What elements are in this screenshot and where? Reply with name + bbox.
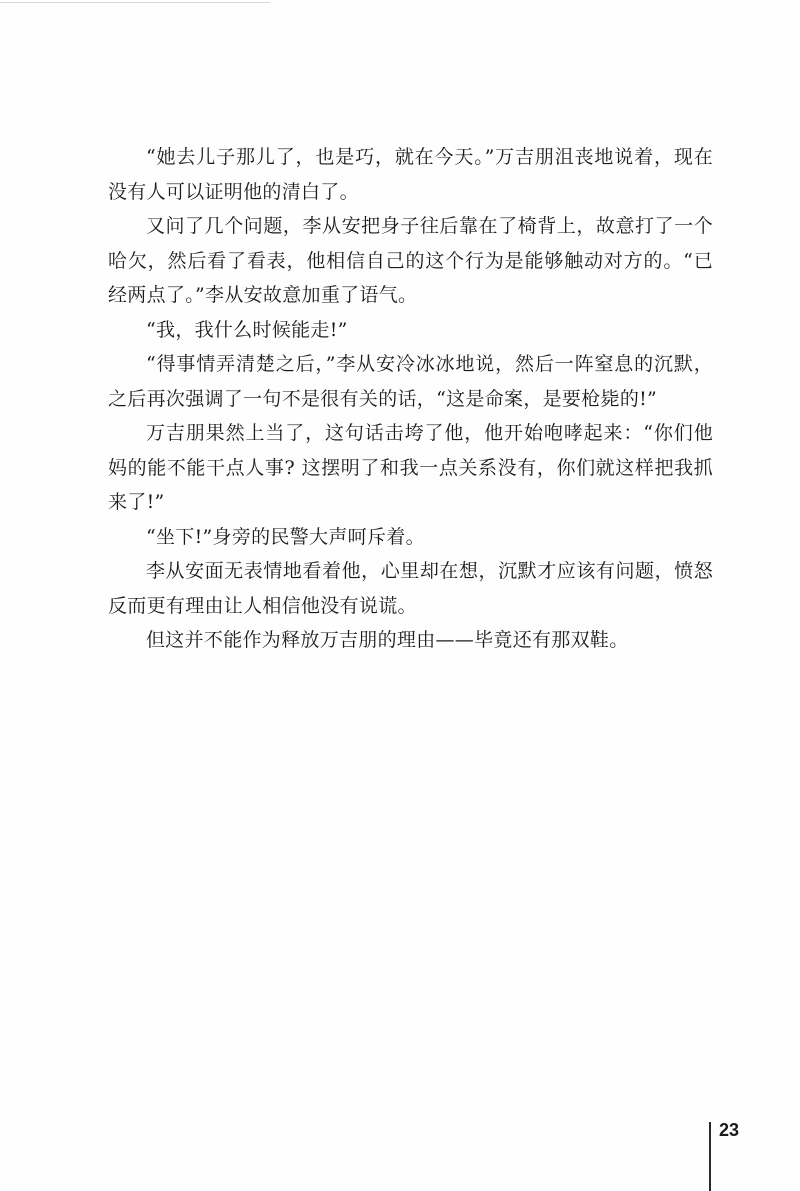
- paragraph-7: 李从安面无表情地看着他，心里却在想，沉默才应该有问题，愤怒反而更有理由让人相信他没有说谎。: [108, 560, 713, 617]
- paragraph-6: “坐下!”身旁的民警大声呵斥着。: [146, 525, 425, 548]
- paragraph-1: “她去儿子那儿了，也是巧，就在今天。”万吉朋沮丧地说着，现在没有人可以证明他的清白了。: [108, 146, 713, 203]
- paragraph-4: “得事情弄清楚之后，”李从安冷冰冰地说，然后一阵窒息的沉默，之后再次强调了一句不是很有关的话，“这是命案，是要枪毙的!”: [108, 353, 713, 410]
- paragraph-3: “我，我什么时候能走!”: [146, 318, 348, 341]
- paragraph-2: 又问了几个问题，李从安把身子往后靠在了椅背上，故意打了一个哈欠，然后看了看表，他相信自己的这个行为是能够触动对方的。“已经两点了。”李从安故意加重了语气。: [108, 215, 713, 306]
- paragraph-5: 万吉朋果然上当了，这句话击垮了他，他开始咆哮起来：“你们他妈的能不能干点人事? 这摆明了和我一点关系没有，你们就这样把我抓来了!”: [108, 422, 713, 513]
- page-number-rule: [709, 1122, 711, 1191]
- paragraph-8: 但这并不能作为释放万吉朋的理由——毕竟还有那双鞋。: [146, 629, 629, 651]
- body-text: [108, 140, 713, 658]
- page-number: 23: [719, 1120, 740, 1140]
- top-edge-rule: [0, 2, 270, 3]
